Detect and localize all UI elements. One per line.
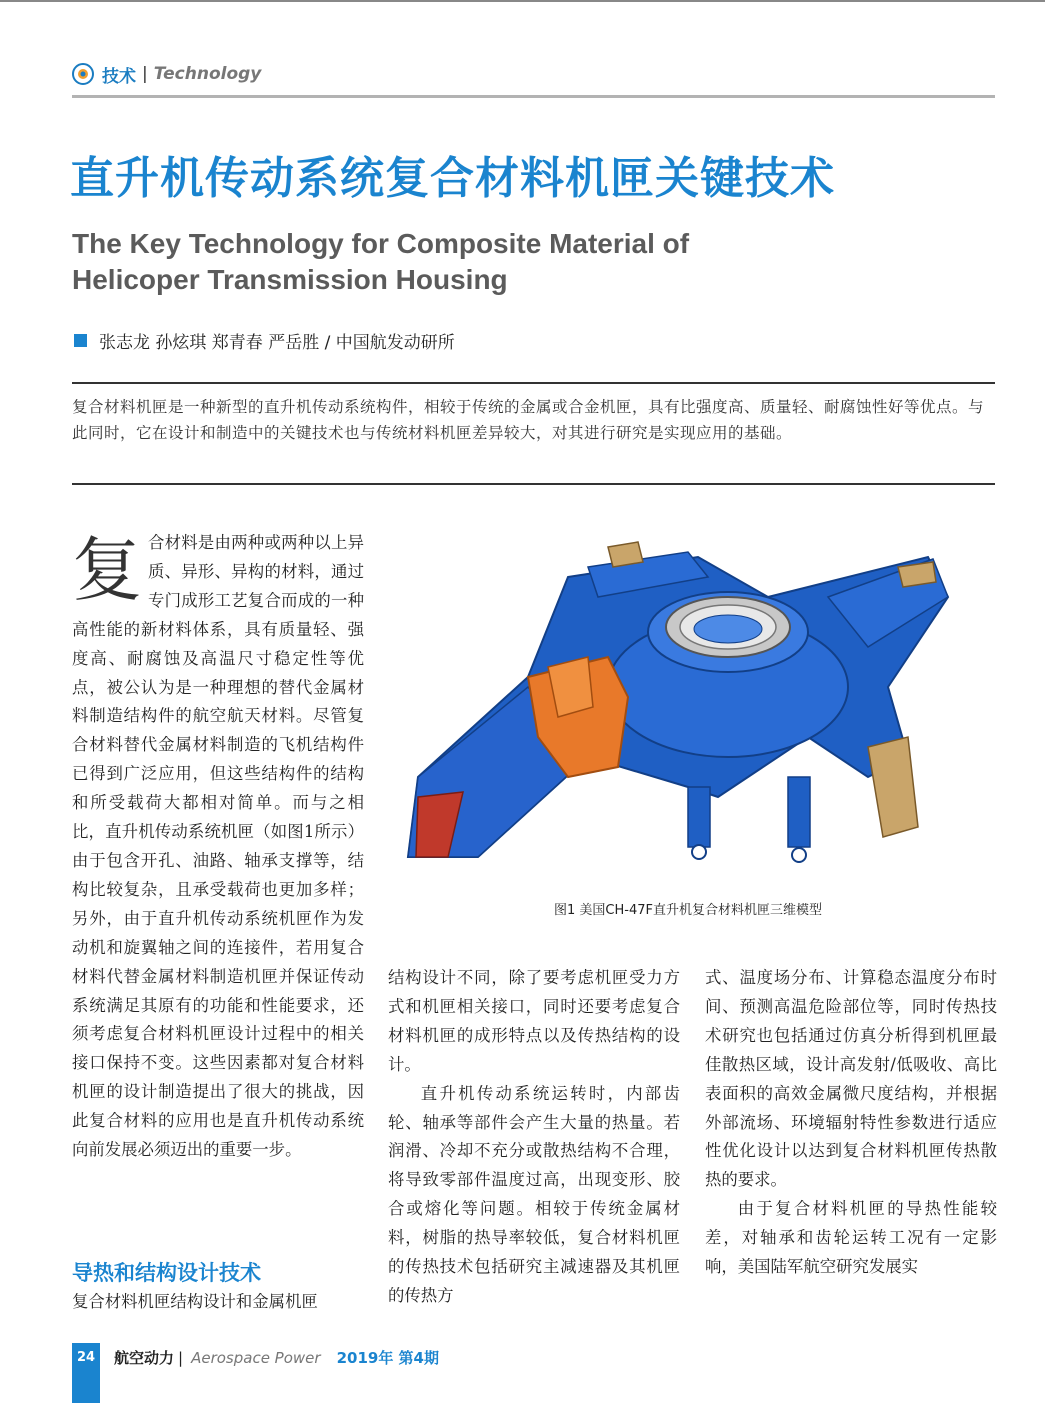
top-border xyxy=(0,0,1045,2)
body-column-3 xyxy=(705,964,997,1282)
paragraph: 式、温度场分布、计算稳态温度分布时间、预测高温危险部位等，同时传热技术研究也包括通过仿真分析得到机匣最佳散热区域，设计高发射/低吸收、高比表面积的高效金属微尺度结构，并根据外部流场、环境辐射特性参数进行适应性优化设计以达到复合材料机匣传热散热的要求。 xyxy=(705,968,997,1190)
paragraph: 直升机传动系统运转时，内部齿轮、轴承等部件会产生大量的热量。若润滑、冷却不充分或散热结构不合理，将导致零部件温度过高，出现变形、胶合或熔化等问题。相较于传统金属材料，树脂的热导率较低，复合材料机匣的传热技术包括研究主减速器及其机匣的传热方 xyxy=(388,1083,680,1305)
authors-text: 张志龙 孙炫琪 郑青春 严岳胜 / 中国航发动研所 xyxy=(99,333,455,353)
journal-logo-icon xyxy=(72,63,94,85)
drop-cap: 复 xyxy=(72,529,142,611)
section-header xyxy=(72,58,261,90)
body-column-1 xyxy=(72,529,364,1165)
header-rule xyxy=(72,95,995,98)
section-label-en: Technology xyxy=(153,64,262,84)
paragraph: 结构设计不同，除了要考虑机匣受力方式和机匣相关接口，同时还要考虑复合材料机匣的成形特点以及传热结构的设计。 xyxy=(388,968,680,1074)
paragraph: 合材料是由两种或两种以上异质、异形、异构的材料，通过专门成形工艺复合而成的一种高性能的新材料体系，具有质量轻、强度高、耐腐蚀及高温尺寸稳定性等优点，被公认为是一种理想的替代金属材料制造结构件的航空航天材料。尽管复合材料替代金属材料制造的飞机结构件已得到广泛应用，但这些结构件的结构和所受载荷大都相对简单。而与之相比，直升机传动系统机匣（如图1所示）由于包含开孔、油路、轴承支撑等，结构比较复杂，且承受载荷也更加多样；另外，由于直升机传动系统机匣作为发动机和旋翼轴之间的连接件，若用复合材料代替金属材料制造机匣并保证传动系统满足其原有的功能和性能要求，还须考虑复合材料机匣设计过程中的相关接口保持不变。这些因素都对复合材料机匣的设计制造提出了很大的挑战，因此复合材料的应用也是直升机传动系统向前发展必须迈出的重要一步。 xyxy=(72,533,364,1160)
issue-label: 2019年 第4期 xyxy=(336,1349,439,1367)
page-number: 24 xyxy=(76,1350,96,1365)
section-label-cn: 技术 xyxy=(102,66,136,87)
authors-line xyxy=(74,328,455,353)
journal-name-en: Aerospace Power xyxy=(191,1348,321,1367)
article-title-cn: 直升机传动系统复合材料机匣关键技术 xyxy=(70,153,835,204)
abstract-rule-bottom xyxy=(72,483,995,485)
figure-housing-model xyxy=(388,537,988,887)
article-title-en xyxy=(72,226,972,298)
body-column-1-continued xyxy=(72,1288,364,1317)
paragraph: 由于复合材料机匣的导热性能较差，对轴承和齿轮运转工况有一定影响，美国陆军航空研究发展实 xyxy=(705,1199,997,1277)
section-separator: | xyxy=(142,64,148,84)
bullet-square-icon xyxy=(74,334,87,347)
figure-caption: 图1 美国CH-47F直升机复合材料机匣三维模型 xyxy=(554,903,822,918)
footer-separator: | xyxy=(178,1348,184,1367)
footer-journal xyxy=(114,1347,439,1368)
section-heading: 导热和结构设计技术 xyxy=(72,1261,261,1285)
abstract-rule-top xyxy=(72,382,995,384)
abstract: 复合材料机匣是一种新型的直升机传动系统构件，相较于传统的金属或合金机匣，具有比强度高、质量轻、耐腐蚀性好等优点。与此同时，它在设计和制造中的关键技术也与传统材料机匣差异较大，对其进行研究是实现应用的基础。 xyxy=(72,398,985,442)
body-column-2 xyxy=(388,964,680,1311)
title-en-line-2: Helicoper Transmission Housing xyxy=(72,264,508,295)
journal-name-cn: 航空动力 xyxy=(114,1349,175,1367)
paragraph: 复合材料机匣结构设计和金属机匣 xyxy=(72,1292,318,1311)
title-en-line-1: The Key Technology for Composite Material of xyxy=(72,228,690,259)
